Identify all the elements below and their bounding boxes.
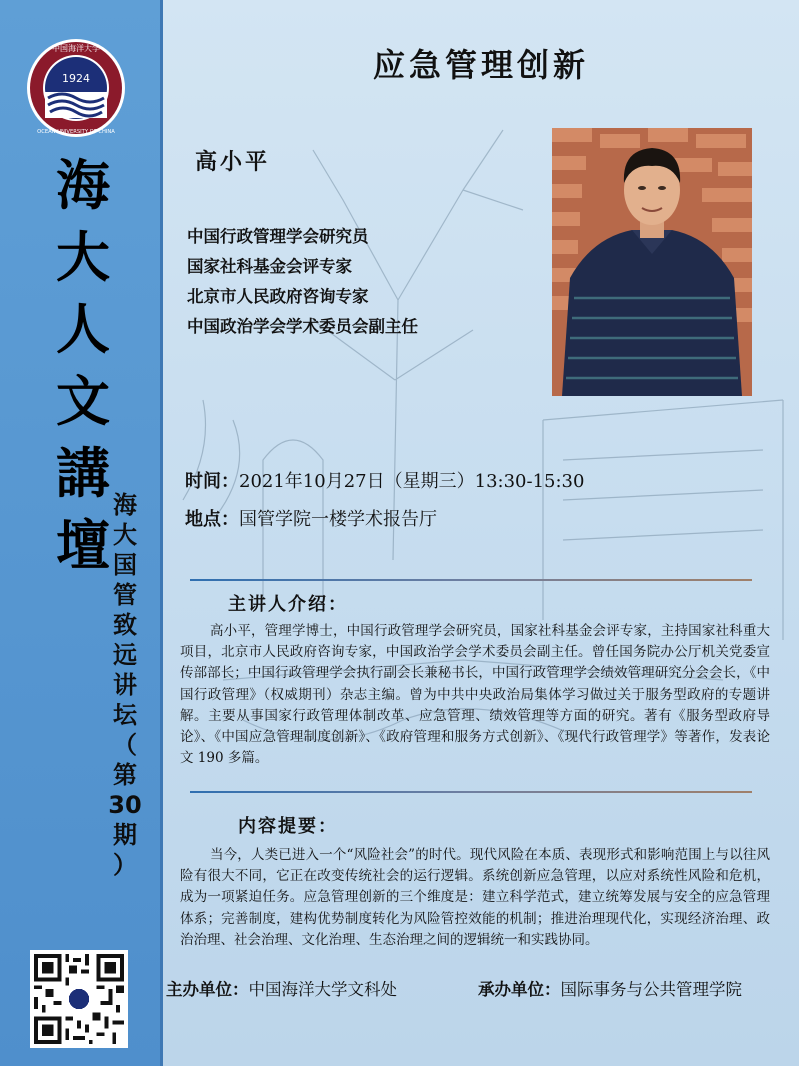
subtitle-char: 讲	[113, 671, 137, 699]
speaker-name: 高小平	[195, 150, 271, 175]
speaker-intro-text: 高小平，管理学博士，中国行政管理学会研究员，国家社科基金会评专家，主持国家社科重大项目，北京市人民政府咨询专家，中国政治学会学术委员会副主任。曾任国务院办公厅机关党委宣传部部长；中国行政管理学会执行副会长兼秘书长，中国行政管理学会绩效管理研究分会会长，《中国行政管理》（权威期刊）杂志主编。曾为中共中央政治局集体学习做过关于服务型政府的专题讲解。主要从事国家行政管理体制改革、应急管理、绩效管理等方面的研究。著有《服务型政府导论》、《中国应急管理制度创新》、《政府管理和服务方式创新》、《现代行政管理学》等著作，发表论文 190 多篇。	[180, 623, 770, 767]
university-logo	[26, 38, 126, 138]
forum-subtitle	[103, 490, 147, 880]
organizer-label: 承办单位：	[478, 980, 561, 999]
logo-top-text: 中国海洋大学	[52, 44, 100, 53]
sidebar	[0, 0, 162, 1066]
place-value: 国管学院一楼学术报告厅	[239, 509, 437, 530]
organizer-unit	[478, 976, 742, 1000]
speaker-title-item: 北京市人民政府咨询专家	[187, 287, 369, 306]
speaker-title-item: 中国政治学会学术委员会副主任	[187, 317, 418, 336]
subtitle-char: 第	[113, 761, 137, 789]
subtitle-char: 30	[108, 791, 142, 819]
divider-top	[190, 579, 752, 581]
title-char: 人	[56, 298, 110, 361]
qr-code[interactable]	[30, 950, 128, 1048]
time-label: 时间：	[185, 471, 239, 492]
content-summary-text: 当今，人类已进入一个“风险社会”的时代。现代风险在本质、表现形式和影响范围上与以往风险有很大不同，它正在改变传统社会的运行逻辑。系统创新应急管理，以应对系统性风险和危机，成为一项紧迫任务。应急管理创新的三个维度是：建立科学范式，建立统筹发展与安全的应急管理体系；完善制度，建构优势制度转化为风险管控效能的机制；推进治理现代化，实现经济治理、政治治理、社会治理、文化治理、生态治理之间的逻辑统一和实践协同。	[180, 847, 770, 948]
content-heading: 内容提要：	[238, 816, 338, 837]
subtitle-char: ）	[113, 851, 137, 879]
divider-middle	[190, 791, 752, 793]
title-char: 講	[56, 442, 110, 505]
subtitle-char: 海	[113, 491, 137, 519]
speaker-photo	[552, 128, 752, 396]
subtitle-char: 远	[113, 641, 137, 669]
speaker-intro-heading: 主讲人介绍：	[228, 594, 348, 615]
host-unit	[166, 976, 397, 1000]
logo-year: 1924	[62, 72, 90, 85]
title-char: 海	[56, 154, 110, 217]
host-value: 中国海洋大学文科处	[248, 980, 397, 999]
lecture-title: 应急管理创新	[372, 46, 589, 84]
subtitle-char: （	[113, 731, 137, 759]
speaker-title-item: 中国行政管理学会研究员	[187, 227, 369, 246]
title-char: 壇	[56, 514, 110, 577]
subtitle-char: 国	[113, 551, 137, 579]
time-value: 2021年10月27日（星期三）13:30-15:30	[239, 471, 585, 492]
place-label: 地点：	[185, 509, 239, 530]
event-time	[185, 467, 584, 493]
event-place	[185, 505, 437, 531]
subtitle-char: 致	[113, 611, 137, 639]
subtitle-char: 坛	[113, 701, 137, 729]
speaker-title-item: 国家社科基金会评专家	[187, 257, 352, 276]
speaker-titles	[187, 222, 418, 342]
logo-ring-text: OCEAN UNIVERSITY OF CHINA	[37, 129, 115, 135]
subtitle-char: 期	[113, 821, 137, 849]
title-char: 文	[56, 370, 110, 433]
host-label: 主办单位：	[166, 980, 249, 999]
subtitle-char: 大	[113, 521, 137, 549]
title-char: 大	[56, 226, 110, 289]
subtitle-char: 管	[113, 581, 137, 609]
organizer-value: 国际事务与公共管理学院	[560, 980, 742, 999]
